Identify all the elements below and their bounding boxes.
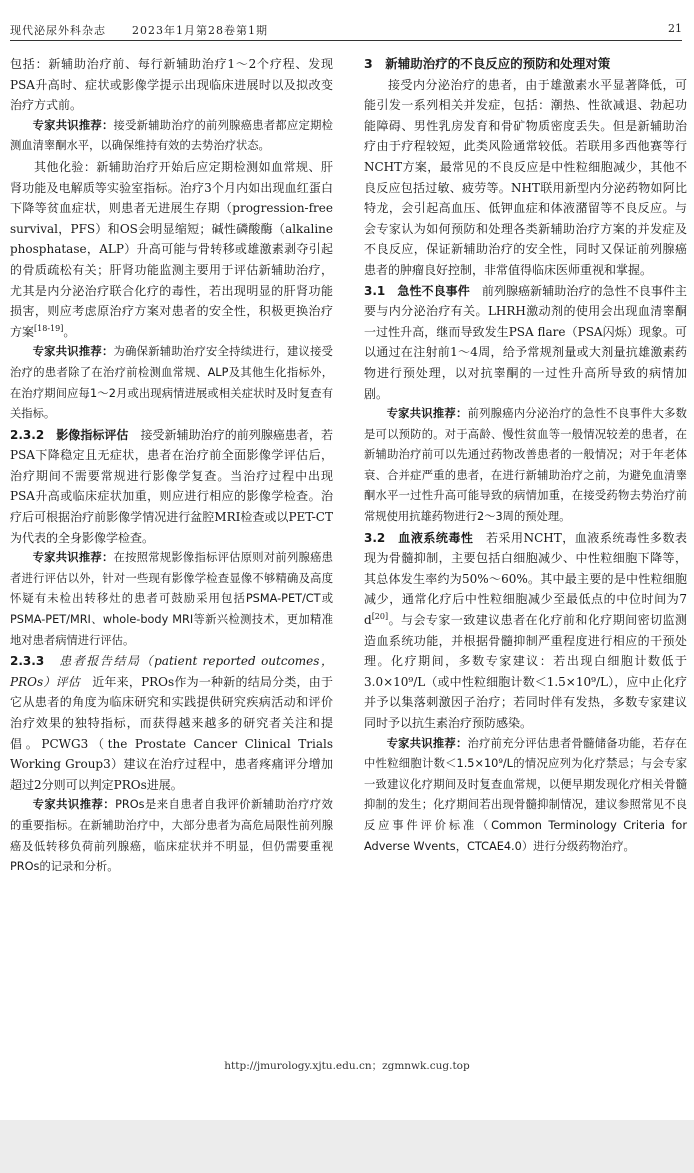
issue-info: 2023年1月第28卷第1期 bbox=[132, 24, 268, 37]
consensus-recommendation bbox=[10, 342, 333, 424]
recommendation-text: PROs是来自患者自我评价新辅助治疗疗效的重要指标。在新辅助治疗中，大部分患者为高危局限性前列腺癌及低转移负荷前列腺癌，临床症状并不明显，但仍需要重视PROs的记录和分析。 bbox=[10, 798, 333, 874]
recommendation-label: 专家共识推荐： bbox=[32, 798, 116, 812]
section-title: 影像指标评估 bbox=[56, 427, 129, 442]
section-text: 前列腺癌新辅助治疗的急性不良事件主要与内分泌治疗有关。LHRH激动剂的使用会出现血清睾酮一过性升高，继而导致发生PSA flare（PSA闪烁）现象。可以通过在注射前1～4周，给予常规剂量或大剂量抗雄激素药物进行预处理，以对抗睾酮的一过性升高所导致的病情加剧。 bbox=[364, 283, 687, 401]
paragraph bbox=[10, 157, 333, 342]
running-header bbox=[10, 22, 682, 38]
recommendation-label: 专家共识推荐： bbox=[32, 345, 114, 359]
paragraph-end: 。 bbox=[63, 324, 76, 339]
paragraph: 接受内分泌治疗的患者，由于雄激素水平显著降低，可能引发一系列相关并发症，包括：潮热、性欲减退、勃起功能障碍、男性乳房发育和骨矿物质密度丢失。但是新辅助治疗由于疗程较短，此类风险通常较低。若联用多西他赛等行NCHT方案，最常见的不良反应是中性粒细胞减少，其他不良反应包括过敏、疲劳等。NHT联用新型内分泌药物如阿比特龙，会引起高血压、低钾血症和体液潴留等不良反应。与会专家认为如何预防和处理各类新辅助治疗方案的并发症及不良反应，保证新辅助治疗的安全性，同时又保证前列腺癌患者的肿瘤良好控制，非常值得临床医师重视和掌握。 bbox=[364, 77, 687, 277]
section-text-continued: 。与会专家一致建议患者在化疗前和化疗期间密切监测造血系统功能，并根据骨髓抑制严重程度进行相应的干预处理。化疗期间，多数专家建议：若出现白细胞计数低于3.0×10⁹/L（或中性粒细胞计数＜1.5×10⁹/L），应中止化疗并予以集落刺激因子治疗；若同时伴有发热，多数专家建议同时予以抗生素治疗预防感染。 bbox=[364, 613, 687, 730]
section-number: 2.3.3 bbox=[10, 654, 45, 669]
page-number: 21 bbox=[668, 22, 682, 35]
bottom-margin bbox=[0, 1120, 694, 1173]
consensus-recommendation bbox=[364, 734, 687, 858]
recommendation-label: 专家共识推荐： bbox=[32, 118, 114, 132]
footer-urls: http://jmurology.xjtu.edu.cn；zgmnwk.cug.top bbox=[224, 1060, 470, 1072]
recommendation-label: 专家共识推荐： bbox=[386, 736, 468, 750]
recommendation-text: 在按照常规影像指标评估原则对前列腺癌患者进行评估以外，针对一些现有影像学检查显像不够精确及高度怀疑有未检出转移灶的患者可鼓励采用包括PSMA-PET/CT或PSMA-PET/MRI、whole-body MRI等新兴检测技术，更加精准地对患者病情进行评估。 bbox=[10, 551, 333, 647]
recommendation-label: 专家共识推荐： bbox=[32, 551, 114, 565]
paragraph-text: 其他化验：新辅助治疗开始后应定期检测如血常规、肝肾功能及电解质等实验室指标。治疗3个月内如出现血红蛋白下降等贫血症状，则患者无进展生存期（progression-free survival，PFS）和OS会明显缩短；碱性磷酸酶（alkaline phosphatase，ALP）升高可能与骨转移或雄激素剥夺引起的骨质疏松有关；肝肾功能监测主要用于评估新辅助治疗，尤其是内分泌治疗联合化疗的毒性，若出现明显的肝肾功能损害，则应考虑原治疗方案对患者的安全性，积极更换治疗方案 bbox=[10, 159, 333, 339]
journal-name: 现代泌尿外科杂志 bbox=[10, 24, 106, 37]
recommendation-text: 为确保新辅助治疗安全持续进行，建议接受治疗的患者除了在治疗前检测血常规、ALP及其他生化指标外，在治疗期间应每1～2月或出现病情进展或相关症状时及时复查有关指标。 bbox=[10, 345, 333, 421]
section-title: 3.2 血液系统毒性 bbox=[364, 530, 474, 545]
header-rule bbox=[10, 40, 682, 41]
section-text: 接受新辅助治疗的前列腺癌患者，若PSA下降稳定且无症状，患者在治疗前全面影像学评估后，治疗期间不需要常规进行影像学复查。当治疗过程中出现PSA升高或临床症状加重，则应进行相应的影像学检查。治疗后可根据治疗前影像学情况进行盆腔MRI检查或以PET-CT为代表的全身影像学检查。 bbox=[10, 427, 333, 545]
consensus-recommendation bbox=[10, 795, 333, 877]
section-text: 近年来，PROs作为一种新的结局分类，由于它从患者的角度为临床研究和实践提供研究疾病活动和评价治疗效果的独特指标，而获得越来越多的研究者关注和提倡。PCWG3（the Prostate Cancer Clinical Trials Working Group3）建议在治疗过程中，患者疼痛评分增加超过2分则可以判定PROs进展。 bbox=[10, 674, 333, 792]
left-column bbox=[10, 54, 333, 878]
section-title: 3.1 急性不良事件 bbox=[364, 283, 470, 298]
recommendation-text: 接受新辅助治疗的前列腺癌患者都应定期检测血清睾酮水平，以确保维持有效的去势治疗状态。 bbox=[10, 118, 333, 153]
recommendation-text: 治疗前充分评估患者骨髓储备功能，若存在中性粒细胞计数＜1.5×10⁹/L的情况应列为化疗禁忌；与会专家一致建议化疗期间及时复查血常规，以便早期发现化疗相关骨髓抑制的发生；化疗期间若出现骨髓抑制情况，建议参照常见不良反应事件评价标准（Common Terminology Criteria for Adverse Wvents，CTCAE4.0）进行分级药物治疗。 bbox=[364, 736, 687, 853]
right-column bbox=[364, 54, 687, 857]
citation: [18-19] bbox=[34, 323, 64, 333]
consensus-recommendation bbox=[10, 116, 333, 157]
subsection-3-1 bbox=[364, 281, 687, 405]
recommendation-label: 专家共识推荐： bbox=[386, 407, 468, 421]
citation: [20] bbox=[371, 612, 389, 622]
section-text: 若采用NCHT，血液系统毒性多数表现为骨髓抑制，主要包括白细胞减少、中性粒细胞下降等，其总体发生率约为50%～60%。其中最主要的是中性粒细胞减少，通常化疗后中性粒细胞减少至最低点的中位时间为7 d bbox=[364, 530, 687, 628]
consensus-recommendation bbox=[10, 548, 333, 651]
subsection-2-3-2 bbox=[10, 425, 333, 549]
paragraph: 包括：新辅助治疗前、每行新辅助治疗1～2个疗程、发现PSA升高时、症状或影像学提示出现临床进展时以及拟改变治疗方式前。 bbox=[10, 57, 333, 113]
section-3-heading: 3 新辅助治疗的不良反应的预防和处理对策 bbox=[364, 56, 611, 71]
consensus-recommendation bbox=[364, 404, 687, 528]
subsection-2-3-3 bbox=[10, 651, 333, 795]
section-number: 2.3.2 bbox=[10, 427, 45, 442]
subsection-3-2 bbox=[364, 528, 687, 734]
recommendation-text: 前列腺癌内分泌治疗的急性不良事件大多数是可以预防的。对于高龄、慢性贫血等一般情况较差的患者，在新辅助治疗前可以先通过药物改善患者的一般情况；对于年老体衰、合并症严重的患者，在进行新辅助治疗之前，为避免血清睾酮水平一过性升高可能导致的病情加重，在接受药物去势治疗前常规使用抗雄药物进行2～3周的预处理。 bbox=[364, 407, 687, 524]
section-title: 患者报告结局（patient reported outcomes，PROs）评估 bbox=[10, 654, 333, 689]
